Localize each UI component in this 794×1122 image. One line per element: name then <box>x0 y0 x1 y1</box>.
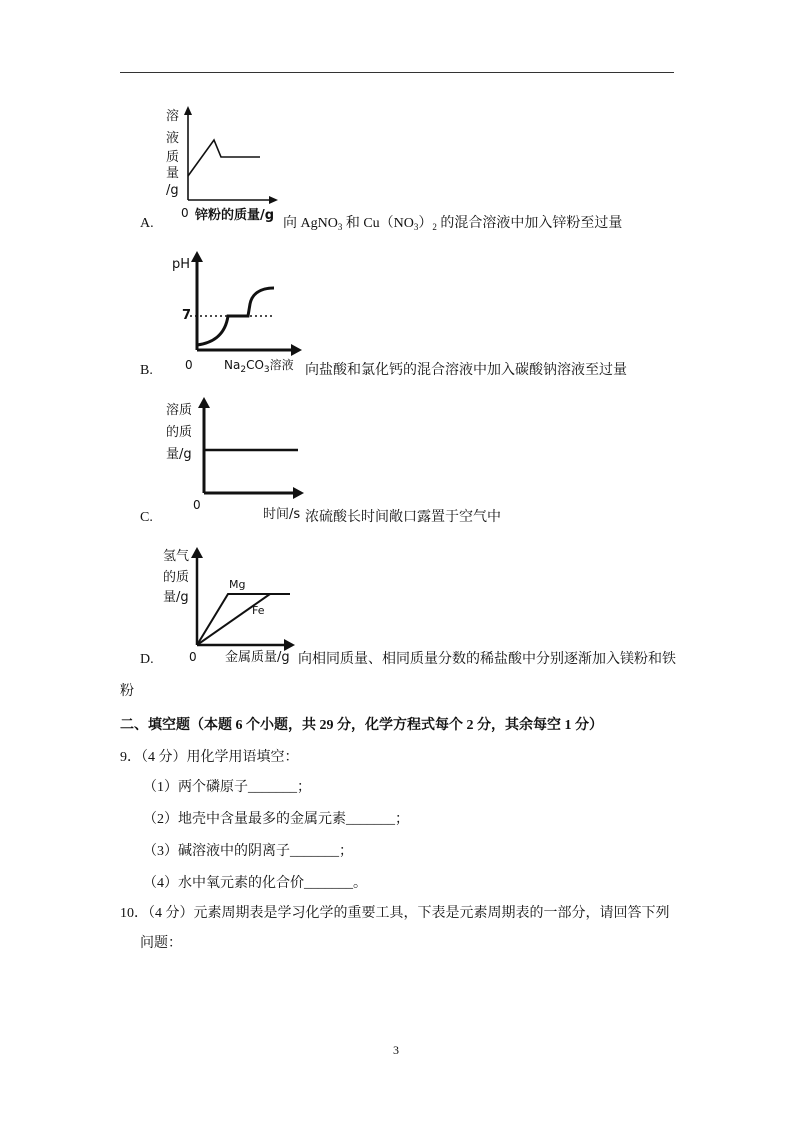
section-heading: 二、填空题（本题 6 个小题，共 29 分，化学方程式每个 2 分，其余每空 1 分） <box>120 718 603 733</box>
y-axis-label-char: 质 <box>166 150 180 165</box>
x-axis-label: 金属质量/g <box>225 650 290 665</box>
description-text: 和 Cu（NO <box>342 216 414 231</box>
series-label-mg: Mg <box>229 578 246 591</box>
x-axis-label-part: CO <box>246 358 264 372</box>
y-axis-label-char: /g <box>166 183 179 198</box>
option-c-graph <box>160 396 306 524</box>
question-10-stem-continued: 问题： <box>140 936 182 951</box>
y-axis-label-line: 溶质 <box>166 403 193 418</box>
option-b-graph <box>168 248 304 374</box>
origin-label: 0 <box>181 206 189 220</box>
option-a-description <box>283 216 622 232</box>
option-d-graph <box>160 546 296 668</box>
question-9-stem: 9．（4 分）用化学用语填空： <box>120 750 299 765</box>
y-axis-label: pH <box>172 257 191 272</box>
y-axis-label-char: 量 <box>166 166 180 181</box>
ph-7-marker: 7 <box>182 308 192 323</box>
y-axis-arrow <box>184 106 192 115</box>
x-axis-label-part: 溶液 <box>269 358 294 372</box>
option-letter-a: A. <box>140 216 154 231</box>
x-axis-label-part: Na <box>224 358 241 372</box>
mg-line <box>197 594 290 645</box>
subscript: 2 <box>240 365 247 375</box>
header-rule <box>120 72 674 73</box>
subscript: 2 <box>432 222 437 232</box>
option-letter-c: C. <box>140 510 153 525</box>
y-axis-arrow <box>198 397 210 408</box>
y-axis-label-line: 量/g <box>166 447 192 462</box>
question-9-item: （2）地壳中含量最多的金属元素_______； <box>143 812 409 827</box>
subscript: 3 <box>413 222 419 232</box>
y-axis-label-char: 液 <box>166 131 180 146</box>
x-axis-arrow <box>293 487 304 499</box>
y-axis-label-line: 量/g <box>163 590 189 605</box>
series-label-fe: Fe <box>252 604 265 617</box>
option-letter-d: D. <box>140 652 154 667</box>
origin-label: 0 <box>185 358 193 372</box>
x-axis-label: 锌粉的质量/g <box>195 208 275 223</box>
question-9-item: （3）碱溶液中的阴离子_______； <box>143 844 353 859</box>
y-axis-label-line: 的质 <box>163 570 190 585</box>
option-c-description: 浓硫酸长时间敞口露置于空气中 <box>305 510 501 525</box>
page-number: 3 <box>393 1043 399 1057</box>
subscript: 3 <box>337 222 343 232</box>
origin-label: 0 <box>189 650 197 664</box>
description-text: ） <box>418 216 433 231</box>
x-axis-arrow <box>291 344 302 356</box>
x-axis-label: 时间/s <box>263 507 301 522</box>
question-9-item: （4）水中氧元素的化合价_______。 <box>143 876 367 891</box>
option-a-graph <box>158 104 280 226</box>
option-b-description: 向盐酸和氯化钙的混合溶液中加入碳酸钠溶液至过量 <box>305 363 627 378</box>
y-axis-arrow <box>191 547 203 558</box>
y-axis-label-char: 溶 <box>166 109 180 124</box>
origin-label: 0 <box>193 498 201 512</box>
subscript: 3 <box>263 365 270 375</box>
y-axis-label-line: 的质 <box>166 425 193 440</box>
x-axis-label <box>224 358 294 375</box>
description-text: 向 AgNO <box>283 216 338 231</box>
option-d-description-continued: 粉 <box>120 684 134 699</box>
question-10-stem: 10．（4 分）元素周期表是学习化学的重要工具，下表是元素周期表的一部分，请回答下列 <box>120 906 670 921</box>
option-d-description: 向相同质量、相同质量分数的稀盐酸中分别逐渐加入镁粉和铁 <box>298 652 676 667</box>
y-axis-arrow <box>191 251 203 262</box>
solution-mass-curve <box>188 140 260 176</box>
option-letter-b: B. <box>140 363 153 378</box>
fe-line <box>197 594 270 645</box>
description-text: 的混合溶液中加入锌粉至过量 <box>436 216 623 231</box>
y-axis-label-line: 氢气 <box>163 549 190 564</box>
x-axis-arrow <box>269 196 278 204</box>
question-9-item: （1）两个磷原子_______； <box>143 780 311 795</box>
ph-curve <box>197 288 274 345</box>
